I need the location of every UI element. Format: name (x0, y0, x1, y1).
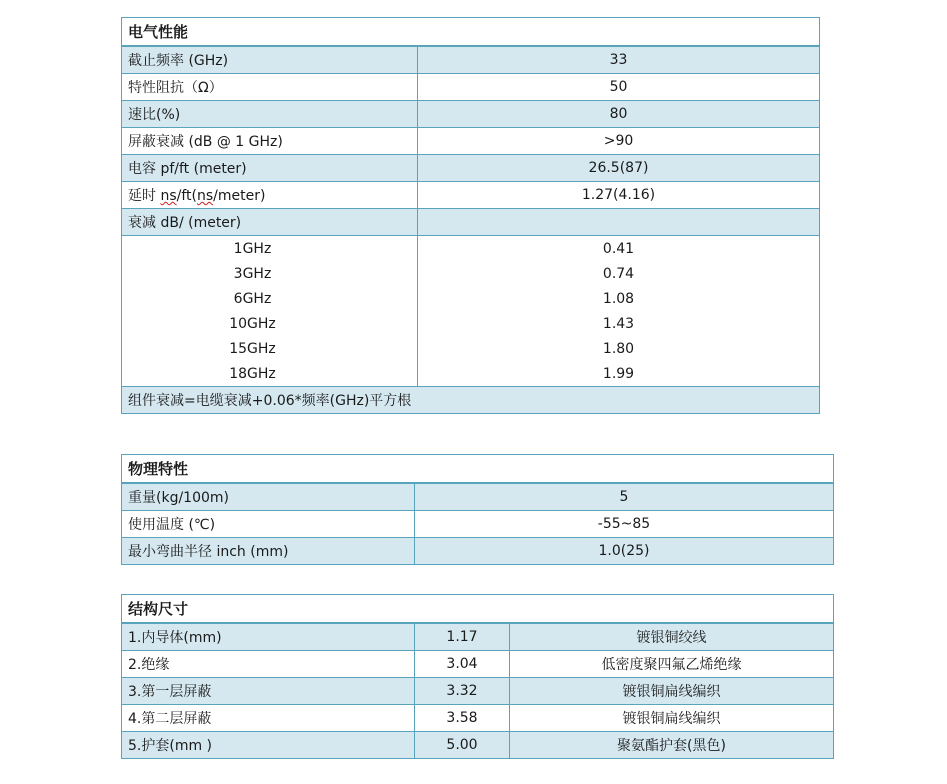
attenuation-row (122, 336, 820, 361)
table-row (122, 678, 834, 705)
cell-label: 最小弯曲半径 inch (mm) (122, 538, 415, 565)
cell-value: 1.27(4.16) (418, 182, 820, 209)
cell-value: 3.04 (415, 651, 510, 678)
attenuation-row (122, 261, 820, 286)
electrical-title: 电气性能 (122, 18, 820, 47)
cell-value: 1.17 (415, 623, 510, 651)
freq-value: 0.41 (418, 236, 820, 262)
table-row (122, 46, 820, 74)
cell-label: 5.护套(mm ) (122, 732, 415, 759)
attenuation-row (122, 286, 820, 311)
table-row (122, 483, 834, 511)
table-row (122, 128, 820, 155)
attenuation-note: 组件衰减=电缆衰减+0.06*频率(GHz)平方根 (122, 387, 820, 414)
cell-material: 镀银铜扁线编织 (510, 705, 834, 732)
freq-label: 3GHz (122, 261, 418, 286)
attenuation-row (122, 311, 820, 336)
spellcheck-word: ns (160, 188, 177, 204)
cell-label: 使用温度 (℃) (122, 511, 415, 538)
cell-label: 屏蔽衰减 (dB @ 1 GHz) (122, 128, 418, 155)
label-part: 延时 (128, 188, 161, 204)
table-row (122, 511, 834, 538)
table-row (122, 732, 834, 759)
freq-label: 15GHz (122, 336, 418, 361)
freq-label: 10GHz (122, 311, 418, 336)
table-row (122, 155, 820, 182)
physical-title: 物理特性 (122, 455, 834, 484)
table-row (122, 182, 820, 209)
label-part: /ft( (176, 188, 197, 204)
table-row (122, 705, 834, 732)
table-row (122, 623, 834, 651)
electrical-table (121, 17, 820, 414)
cell-label: 截止频率 (GHz) (122, 46, 418, 74)
cell-material: 镀银铜扁线编织 (510, 678, 834, 705)
cell-label: 重量(kg/100m) (122, 483, 415, 511)
label-part: /meter) (213, 188, 266, 204)
table-row (122, 209, 820, 236)
structure-title: 结构尺寸 (122, 595, 834, 624)
table-row (122, 74, 820, 101)
cell-value: 80 (418, 101, 820, 128)
physical-table (121, 454, 834, 565)
cell-label: 4.第二层屏蔽 (122, 705, 415, 732)
cell-label: 电容 pf/ft (meter) (122, 155, 418, 182)
cell-value: 5.00 (415, 732, 510, 759)
cell-label (122, 182, 418, 209)
cell-material: 聚氨酯护套(黑色) (510, 732, 834, 759)
cell-material: 镀银铜绞线 (510, 623, 834, 651)
cell-label: 特性阻抗（Ω） (122, 74, 418, 101)
table-row (122, 101, 820, 128)
cell-value: -55~85 (415, 511, 834, 538)
freq-value: 0.74 (418, 261, 820, 286)
structure-table (121, 594, 834, 759)
freq-value: 1.99 (418, 361, 820, 387)
freq-value: 1.43 (418, 311, 820, 336)
attenuation-row (122, 361, 820, 387)
freq-label: 1GHz (122, 236, 418, 262)
table-row (122, 538, 834, 565)
cell-label: 1.内导体(mm) (122, 623, 415, 651)
cell-material: 低密度聚四氟乙烯绝缘 (510, 651, 834, 678)
cell-value: 50 (418, 74, 820, 101)
note-row (122, 387, 820, 414)
cell-value: 5 (415, 483, 834, 511)
cell-value: 3.32 (415, 678, 510, 705)
table-row (122, 651, 834, 678)
cell-label: 3.第一层屏蔽 (122, 678, 415, 705)
cell-value: 3.58 (415, 705, 510, 732)
cell-label: 速比(%) (122, 101, 418, 128)
attenuation-row (122, 236, 820, 262)
cell-value: 1.0(25) (415, 538, 834, 565)
freq-label: 6GHz (122, 286, 418, 311)
cell-value: 33 (418, 46, 820, 74)
spellcheck-word: ns (196, 188, 214, 204)
freq-label: 18GHz (122, 361, 418, 387)
cell-value: 26.5(87) (418, 155, 820, 182)
cell-label: 2.绝缘 (122, 651, 415, 678)
freq-value: 1.80 (418, 336, 820, 361)
cell-value (418, 209, 820, 236)
cell-value: >90 (418, 128, 820, 155)
cell-label: 衰减 dB/ (meter) (122, 209, 418, 236)
freq-value: 1.08 (418, 286, 820, 311)
